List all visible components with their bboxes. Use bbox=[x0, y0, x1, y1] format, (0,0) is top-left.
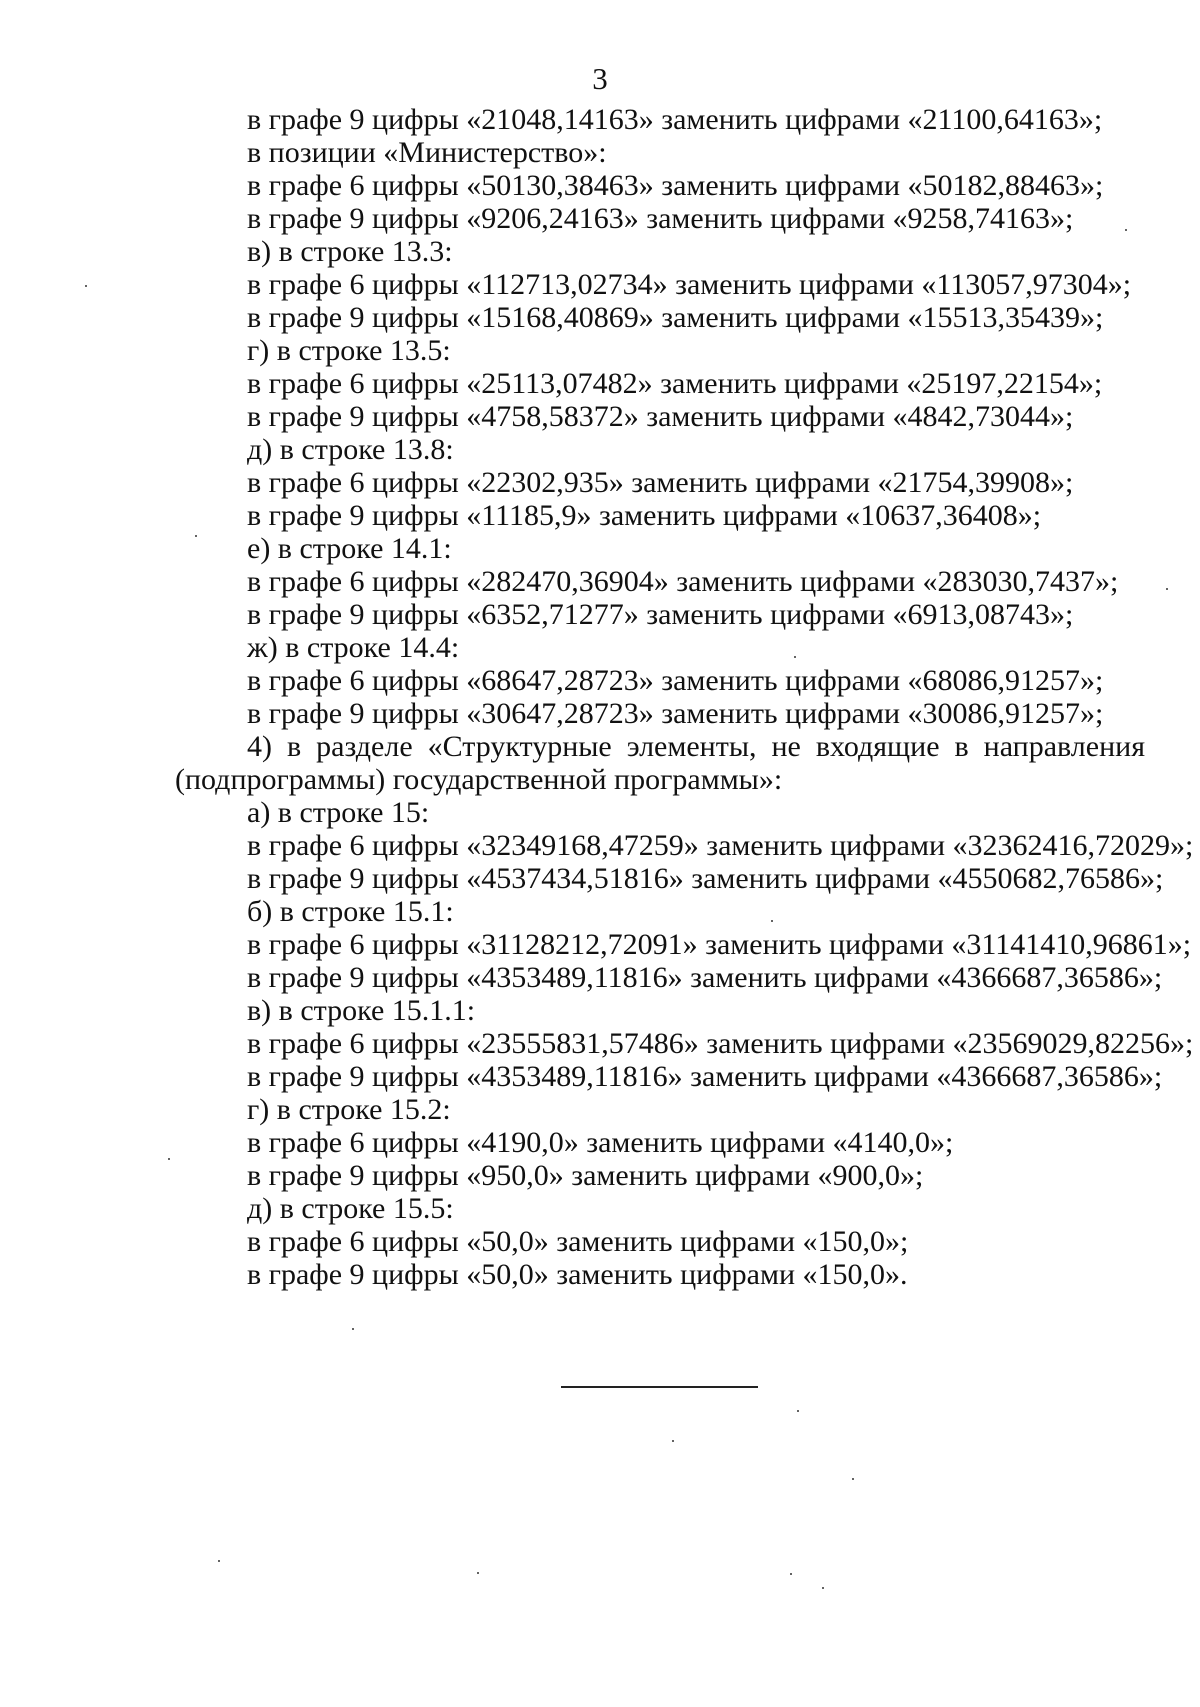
text-line: в графе 6 цифры «112713,02734» заменить цифрами «113057,97304»; bbox=[247, 268, 1132, 301]
text-line: е) в строке 14.1: bbox=[247, 532, 452, 565]
text-line: в графе 9 цифры «6352,71277» заменить цифрами «6913,08743»; bbox=[247, 598, 1074, 631]
text-line: б) в строке 15.1: bbox=[247, 895, 454, 928]
text-line: а) в строке 15: bbox=[247, 796, 430, 829]
text-line: г) в строке 15.2: bbox=[247, 1093, 451, 1126]
scan-speck bbox=[477, 1572, 479, 1574]
text-line: в графе 9 цифры «4353489,11816» заменить цифрами «4366687,36586»; bbox=[247, 1060, 1163, 1093]
scan-speck bbox=[218, 1560, 220, 1562]
text-line: в графе 6 цифры «50,0» заменить цифрами «150,0»; bbox=[247, 1225, 909, 1258]
scan-speck bbox=[794, 656, 796, 658]
text-line: в графе 9 цифры «11185,9» заменить цифрами «10637,36408»; bbox=[247, 499, 1042, 532]
text-line: в графе 9 цифры «50,0» заменить цифрами «150,0». bbox=[247, 1258, 908, 1291]
end-of-document-rule bbox=[561, 1386, 758, 1388]
scan-speck bbox=[1166, 588, 1168, 590]
text-line: в графе 6 цифры «31128212,72091» заменить цифрами «31141410,96861»; bbox=[247, 928, 1192, 961]
text-line: в графе 6 цифры «23555831,57486» заменить цифрами «23569029,82256»; bbox=[247, 1027, 1194, 1060]
scan-speck bbox=[168, 1158, 170, 1160]
scan-speck bbox=[822, 1587, 824, 1589]
scan-speck bbox=[771, 920, 773, 922]
scan-speck bbox=[352, 1328, 354, 1330]
text-line: в графе 6 цифры «22302,935» заменить цифрами «21754,39908»; bbox=[247, 466, 1074, 499]
text-line: в графе 6 цифры «32349168,47259» заменить цифрами «32362416,72029»; bbox=[247, 829, 1194, 862]
scan-speck bbox=[852, 1478, 854, 1480]
text-line: в) в строке 13.3: bbox=[247, 235, 453, 268]
text-line: в графе 9 цифры «950,0» заменить цифрами «900,0»; bbox=[247, 1159, 924, 1192]
text-line: в графе 9 цифры «4758,58372» заменить цифрами «4842,73044»; bbox=[247, 400, 1074, 433]
scan-speck bbox=[672, 1440, 674, 1442]
text-line: ж) в строке 14.4: bbox=[247, 631, 460, 664]
scan-speck bbox=[790, 1573, 792, 1575]
text-line: в графе 9 цифры «4537434,51816» заменить цифрами «4550682,76586»; bbox=[247, 862, 1164, 895]
text-line: в графе 9 цифры «21048,14163» заменить цифрами «21100,64163»; bbox=[247, 103, 1103, 136]
scan-speck bbox=[797, 1410, 799, 1412]
text-line: в графе 9 цифры «9206,24163» заменить цифрами «9258,74163»; bbox=[247, 202, 1074, 235]
text-line: в позиции «Министерство»: bbox=[247, 136, 607, 169]
text-line: в графе 9 цифры «4353489,11816» заменить цифрами «4366687,36586»; bbox=[247, 961, 1163, 994]
text-line: в графе 6 цифры «68647,28723» заменить цифрами «68086,91257»; bbox=[247, 664, 1104, 697]
text-line: в графе 9 цифры «15168,40869» заменить цифрами «15513,35439»; bbox=[247, 301, 1104, 334]
scan-speck bbox=[1125, 229, 1127, 231]
text-line: в графе 6 цифры «4190,0» заменить цифрами «4140,0»; bbox=[247, 1126, 954, 1159]
text-line: в) в строке 15.1.1: bbox=[247, 994, 476, 1027]
text-line: в графе 6 цифры «50130,38463» заменить цифрами «50182,88463»; bbox=[247, 169, 1104, 202]
scan-speck bbox=[85, 285, 87, 287]
text-line: д) в строке 13.8: bbox=[247, 433, 454, 466]
text-line: г) в строке 13.5: bbox=[247, 334, 451, 367]
text-line: в графе 9 цифры «30647,28723» заменить цифрами «30086,91257»; bbox=[247, 697, 1104, 730]
text-line: в графе 6 цифры «282470,36904» заменить цифрами «283030,7437»; bbox=[247, 565, 1119, 598]
text-line: в графе 6 цифры «25113,07482» заменить цифрами «25197,22154»; bbox=[247, 367, 1103, 400]
page-number: 3 bbox=[592, 61, 608, 96]
section-heading-continuation: (подпрограммы) государственной программы»: bbox=[175, 763, 783, 796]
document-body bbox=[175, 103, 1194, 1291]
section-heading-line: 4) в разделе «Структурные элементы, не входящие в направления bbox=[247, 730, 1145, 763]
text-line: д) в строке 15.5: bbox=[247, 1192, 454, 1225]
scan-speck bbox=[195, 535, 197, 537]
